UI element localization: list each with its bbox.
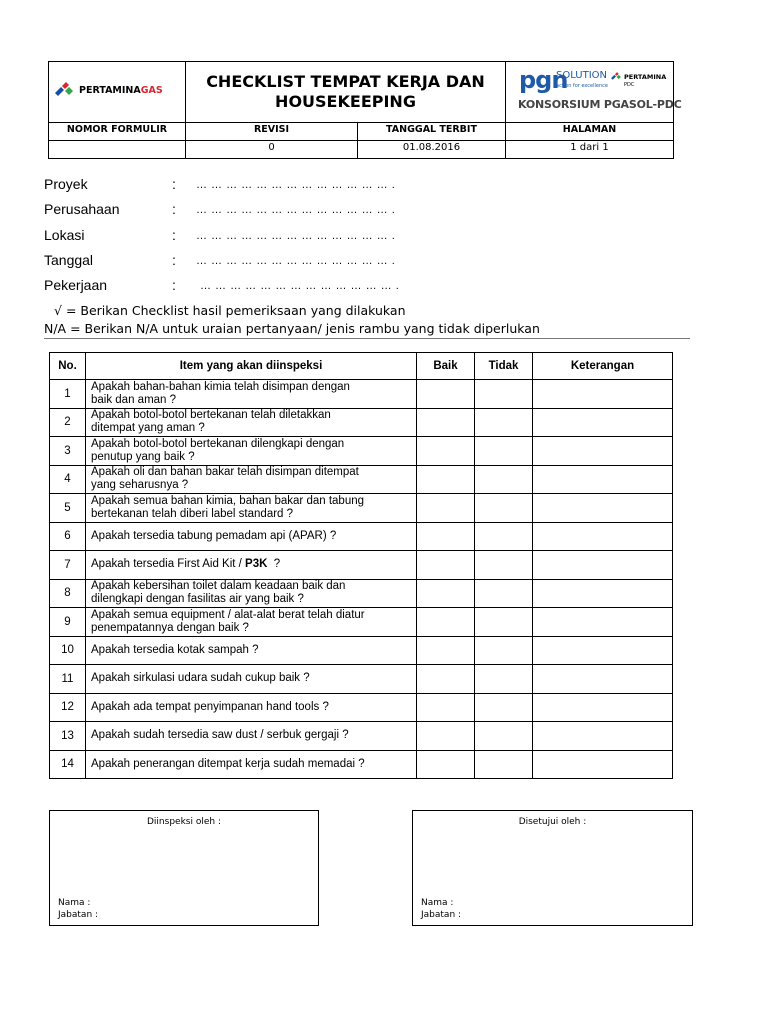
item-line-1: Apakah kebersihan toilet dalam keadaan baik dan — [91, 580, 346, 593]
info-label: Pekerjaan — [44, 277, 108, 293]
item-line-1: Apakah tersedia tabung pemadam api (APAR) ? — [91, 529, 337, 542]
baik-cell[interactable] — [417, 608, 475, 637]
logo-text-pertamina: PERTAMINA — [79, 85, 141, 96]
baik-cell[interactable] — [417, 408, 475, 437]
row-item — [86, 408, 417, 437]
tidak-cell[interactable] — [475, 636, 533, 665]
baik-cell[interactable] — [417, 750, 475, 779]
legend-underline — [44, 338, 690, 339]
item-line-2: penutup yang baik ? — [91, 450, 195, 463]
approved-by-box — [412, 810, 693, 926]
legend-checklist: √ = Berikan Checklist hasil pemeriksaan yang dilakukan — [54, 303, 406, 318]
keterangan-cell[interactable] — [533, 722, 673, 751]
jabatan-field[interactable]: Jabatan : — [421, 910, 462, 920]
item-line-2: bertekanan telah diberi label standard ? — [91, 507, 294, 520]
col-halaman: HALAMAN — [562, 124, 617, 135]
table-row — [50, 437, 673, 466]
tidak-cell[interactable] — [475, 608, 533, 637]
table-row — [50, 579, 673, 608]
tidak-cell[interactable] — [475, 437, 533, 466]
title-line-1: CHECKLIST TEMPAT KERJA DAN — [206, 72, 485, 91]
baik-cell[interactable] — [417, 380, 475, 409]
keterangan-cell[interactable] — [533, 408, 673, 437]
item-bold: P3K — [245, 558, 268, 571]
header-item: Item yang akan diinspeksi — [86, 353, 417, 380]
keterangan-cell[interactable] — [533, 608, 673, 637]
tidak-cell[interactable] — [475, 465, 533, 494]
baik-cell[interactable] — [417, 665, 475, 694]
keterangan-cell[interactable] — [533, 380, 673, 409]
row-item — [86, 465, 417, 494]
info-colon: : — [172, 252, 176, 268]
item-line-2: baik dan aman ? — [91, 393, 177, 406]
info-colon: : — [172, 227, 176, 243]
table-row — [50, 551, 673, 580]
baik-cell[interactable] — [417, 722, 475, 751]
item-line-1: Apakah oli dan bahan bakar telah disimpan ditempat — [91, 466, 359, 479]
keterangan-cell[interactable] — [533, 494, 673, 523]
legend-na: N/A = Berikan N/A untuk uraian pertanyaan/ jenis rambu yang tidak diperlukan — [44, 321, 540, 336]
item-line-1: Apakah tersedia First Aid Kit / — [91, 558, 246, 571]
row-item — [86, 579, 417, 608]
header-tidak: Tidak — [475, 353, 533, 380]
row-number: 11 — [50, 665, 86, 694]
nama-field[interactable]: Nama : — [421, 898, 454, 908]
pertamina-small-text: PERTAMINA — [624, 73, 667, 81]
row-number: 8 — [50, 579, 86, 608]
item-line-1: Apakah botol-botol bertekanan telah diletakkan — [91, 409, 331, 422]
tidak-cell[interactable] — [475, 494, 533, 523]
tidak-cell[interactable] — [475, 665, 533, 694]
solution-text: SOLUTION — [556, 70, 608, 81]
row-item — [86, 437, 417, 466]
baik-cell[interactable] — [417, 437, 475, 466]
baik-cell[interactable] — [417, 522, 475, 551]
row-number: 1 — [50, 380, 86, 409]
baik-cell[interactable] — [417, 494, 475, 523]
col-nomor-formulir: NOMOR FORMULIR — [66, 124, 168, 135]
jabatan-field[interactable]: Jabatan : — [58, 910, 99, 920]
checklist-table — [49, 352, 673, 779]
pertamina-logo-icon — [610, 71, 622, 83]
row-number: 2 — [50, 408, 86, 437]
info-colon: : — [172, 277, 176, 293]
inspected-by-title: Diinspeksi oleh : — [147, 817, 221, 827]
row-number: 12 — [50, 693, 86, 722]
item-line-1: Apakah penerangan ditempat kerja sudah memadai ? — [91, 757, 365, 770]
nama-field[interactable]: Nama : — [58, 898, 91, 908]
keterangan-cell[interactable] — [533, 522, 673, 551]
konsorsium-logo — [506, 62, 682, 122]
row-item — [86, 494, 417, 523]
baik-cell[interactable] — [417, 551, 475, 580]
tidak-cell[interactable] — [475, 408, 533, 437]
baik-cell[interactable] — [417, 693, 475, 722]
item-line-1: Apakah bahan-bahan kimia telah disimpan dengan — [91, 380, 350, 393]
item-line-1: Apakah tersedia kotak sampah ? — [91, 643, 259, 656]
table-row — [50, 408, 673, 437]
col-revisi: REVISI — [253, 124, 290, 135]
tagline-text: action for excellence — [556, 83, 608, 89]
keterangan-cell[interactable] — [533, 551, 673, 580]
tidak-cell[interactable] — [475, 722, 533, 751]
col-tanggal-terbit: TANGGAL TERBIT — [386, 124, 477, 135]
row-item — [86, 551, 417, 580]
val-revisi[interactable]: 0 — [268, 142, 275, 153]
pdc-small-text: PDC — [624, 82, 635, 88]
divider — [49, 122, 673, 123]
item-line-1: Apakah botol-botol bertekanan dilengkapi dengan — [91, 437, 345, 450]
info-label: Perusahaan — [44, 201, 120, 217]
table-row — [50, 522, 673, 551]
table-row — [50, 608, 673, 637]
info-label: Tanggal — [44, 252, 94, 268]
baik-cell[interactable] — [417, 579, 475, 608]
table-row — [50, 636, 673, 665]
keterangan-cell[interactable] — [533, 636, 673, 665]
table-row — [50, 380, 673, 409]
keterangan-cell[interactable] — [533, 750, 673, 779]
perusahaan-field[interactable]: … … … … … … … … … … … … … . — [196, 204, 396, 216]
item-line-2: dilengkapi dengan fasilitas air yang baik ? — [91, 593, 304, 606]
row-item — [86, 693, 417, 722]
item-line-1: Apakah semua bahan kimia, bahan bakar dan tabung — [91, 494, 365, 507]
row-item — [86, 722, 417, 751]
row-number: 5 — [50, 494, 86, 523]
val-tanggal-terbit[interactable]: 01.08.2016 — [402, 142, 461, 153]
row-item — [86, 636, 417, 665]
pertamina-logo-icon — [53, 81, 75, 101]
pekerjaan-field[interactable]: … … … … … … … … … … … … … . — [200, 280, 400, 292]
approved-by-title: Disetujui oleh : — [518, 817, 587, 827]
row-number: 9 — [50, 608, 86, 637]
item-line-2: yang seharusnya ? — [91, 479, 189, 492]
tidak-cell[interactable] — [475, 693, 533, 722]
baik-cell[interactable] — [417, 465, 475, 494]
row-number: 4 — [50, 465, 86, 494]
title-line-2: HOUSEKEEPING — [275, 92, 416, 111]
row-number: 10 — [50, 636, 86, 665]
keterangan-cell[interactable] — [533, 693, 673, 722]
row-item — [86, 665, 417, 694]
tidak-cell[interactable] — [475, 551, 533, 580]
row-number: 13 — [50, 722, 86, 751]
pertamina-gas-logo — [53, 79, 183, 105]
pgn-logo-text: pgn — [519, 66, 568, 94]
header-baik: Baik — [417, 353, 475, 380]
val-halaman[interactable]: 1 dari 1 — [570, 142, 609, 153]
item-line-1: Apakah ada tempat penyimpanan hand tools ? — [91, 700, 329, 713]
row-item — [86, 380, 417, 409]
keterangan-cell[interactable] — [533, 579, 673, 608]
tidak-cell[interactable] — [475, 579, 533, 608]
info-colon: : — [172, 201, 176, 217]
form-title — [186, 72, 505, 112]
info-label: Proyek — [44, 176, 88, 192]
item-line-2: ditempat yang aman ? — [91, 422, 205, 435]
row-item — [86, 750, 417, 779]
info-colon: : — [172, 176, 176, 192]
form-header — [48, 61, 682, 159]
tanggal-field[interactable]: … … … … … … … … … … … … … . — [196, 255, 396, 267]
row-number: 7 — [50, 551, 86, 580]
table-row — [50, 465, 673, 494]
tidak-cell[interactable] — [475, 522, 533, 551]
konsorsium-text: KONSORSIUM PGASOL-PDC — [518, 98, 682, 111]
header-no: No. — [50, 353, 86, 380]
row-number: 3 — [50, 437, 86, 466]
keterangan-cell[interactable] — [533, 437, 673, 466]
table-row — [50, 750, 673, 779]
item-line-1: Apakah semua equipment / alat-alat berat telah diatur — [91, 608, 365, 621]
proyek-field[interactable]: … … … … … … … … … … … … … . — [196, 179, 396, 191]
header-keterangan: Keterangan — [533, 353, 673, 380]
table-row — [50, 665, 673, 694]
row-item — [86, 522, 417, 551]
lokasi-field[interactable]: … … … … … … … … … … … … … . — [196, 230, 396, 242]
item-line-1: Apakah sirkulasi udara sudah cukup baik ? — [91, 672, 310, 685]
row-number: 6 — [50, 522, 86, 551]
keterangan-cell[interactable] — [533, 665, 673, 694]
item-line-2: penempatannya dengan baik ? — [91, 621, 249, 634]
divider — [49, 140, 673, 141]
table-row — [50, 722, 673, 751]
table-row — [50, 693, 673, 722]
tidak-cell[interactable] — [475, 750, 533, 779]
tidak-cell[interactable] — [475, 380, 533, 409]
keterangan-cell[interactable] — [533, 465, 673, 494]
table-row — [50, 494, 673, 523]
baik-cell[interactable] — [417, 636, 475, 665]
item-tail: ? — [267, 558, 281, 571]
logo-text-gas: GAS — [140, 85, 163, 96]
row-item — [86, 608, 417, 637]
item-line-1: Apakah sudah tersedia saw dust / serbuk gergaji ? — [91, 729, 349, 742]
info-label: Lokasi — [44, 227, 85, 243]
table-header-row — [50, 353, 673, 380]
row-number: 14 — [50, 750, 86, 779]
inspected-by-box — [49, 810, 319, 926]
